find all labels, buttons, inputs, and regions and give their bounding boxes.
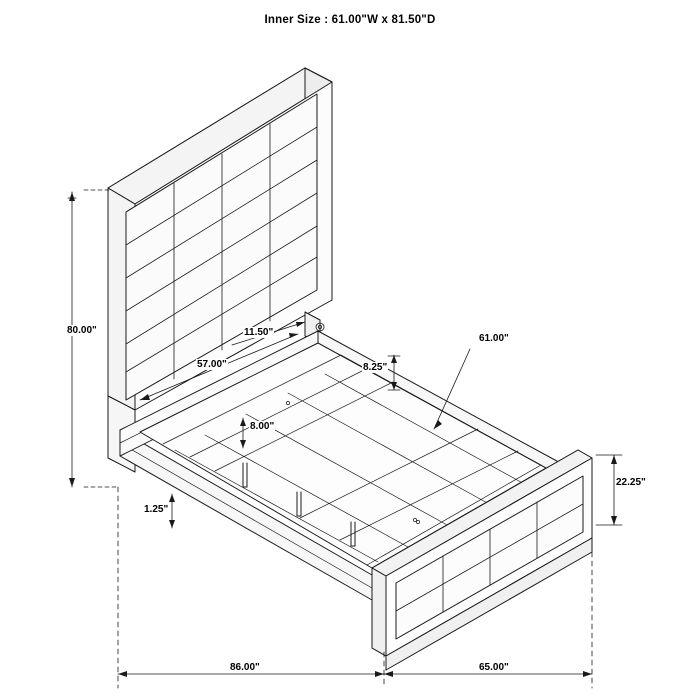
dim-footboard-height [596,455,622,525]
dim-label-headboard-to-rail: 11.50" [244,327,274,338]
dim-label-footboard-height: 22.25" [616,477,646,488]
dim-label-rail-bottom-gap: 1.25" [144,504,169,515]
dim-label-slat-clearance: 8.00" [250,421,275,432]
dim-label-headboard-width: 57.00" [197,359,227,370]
dim-rail-bottom-gap [169,494,175,528]
dim-label-inner-width: 61.00" [479,333,509,344]
dim-label-rail-height: 8.25" [363,362,388,373]
dim-label-headboard-height: 80.00" [67,325,97,336]
page-title: Inner Size : 61.00"W x 81.50"D [264,14,436,26]
dim-label-overall-length: 86.00" [230,662,260,673]
dim-label-overall-width: 65.00" [479,662,509,673]
